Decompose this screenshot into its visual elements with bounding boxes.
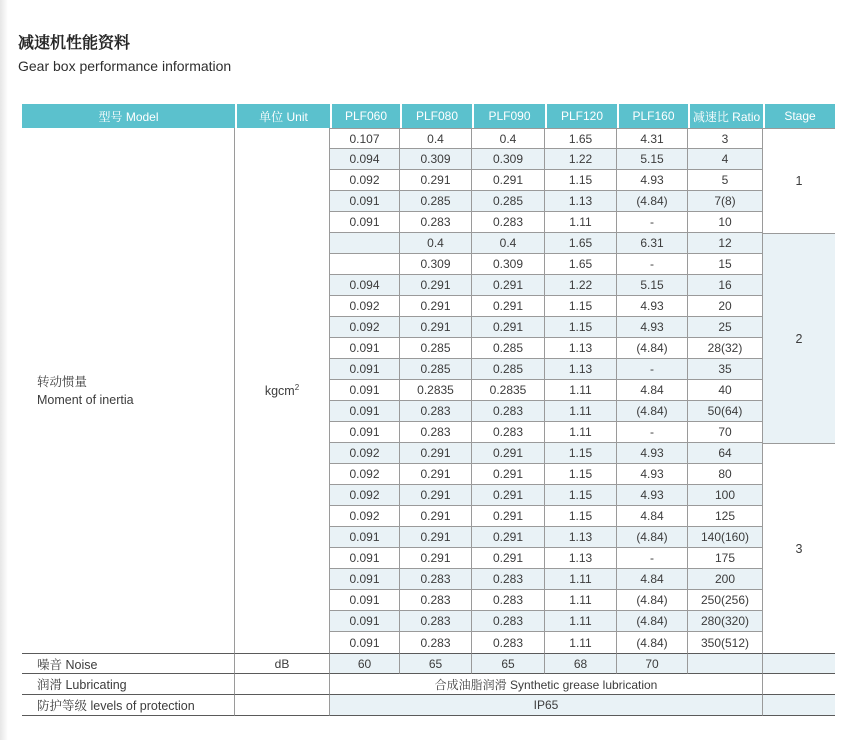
cell-plf120: 1.11 bbox=[545, 632, 617, 653]
cell-plf060: 0.091 bbox=[330, 380, 400, 401]
cell-ratio: 7(8) bbox=[688, 191, 763, 212]
cell-plf060: 0.091 bbox=[330, 338, 400, 359]
col-header-stage: Stage bbox=[763, 104, 835, 128]
noise-unit: dB bbox=[235, 653, 330, 674]
cell-plf090: 0.309 bbox=[472, 254, 545, 275]
noise-label: 噪音 Noise bbox=[22, 653, 235, 674]
cell-ratio: 70 bbox=[688, 422, 763, 443]
cell-plf160: - bbox=[617, 548, 688, 569]
table-row bbox=[22, 128, 835, 149]
cell-plf080: 0.283 bbox=[400, 569, 472, 590]
cell-plf080: 0.285 bbox=[400, 338, 472, 359]
cell-plf160: (4.84) bbox=[617, 401, 688, 422]
cell-ratio: 50(64) bbox=[688, 401, 763, 422]
stage-cell: 2 bbox=[763, 233, 835, 443]
cell-plf090: 0.285 bbox=[472, 359, 545, 380]
cell-ratio: 40 bbox=[688, 380, 763, 401]
lubricating-stage-cell bbox=[763, 674, 835, 695]
cell-plf120: 1.11 bbox=[545, 212, 617, 233]
cell-ratio: 4 bbox=[688, 149, 763, 170]
cell-plf160: (4.84) bbox=[617, 338, 688, 359]
cell-plf080: 0.283 bbox=[400, 422, 472, 443]
cell-plf090: 0.4 bbox=[472, 128, 545, 149]
cell-plf080: 0.291 bbox=[400, 548, 472, 569]
cell-plf160: (4.84) bbox=[617, 527, 688, 548]
cell-ratio: 3 bbox=[688, 128, 763, 149]
cell-plf120: 1.13 bbox=[545, 338, 617, 359]
cell-plf080: 0.285 bbox=[400, 359, 472, 380]
cell-ratio: 140(160) bbox=[688, 527, 763, 548]
cell-plf160: - bbox=[617, 212, 688, 233]
col-header-unit: 单位 Unit bbox=[235, 104, 330, 128]
cell-plf120: 1.22 bbox=[545, 275, 617, 296]
protection-unit bbox=[235, 695, 330, 716]
cell-plf120: 1.15 bbox=[545, 464, 617, 485]
cell-plf120: 1.15 bbox=[545, 317, 617, 338]
inertia-unit-cell bbox=[235, 128, 330, 653]
cell-plf120: 1.13 bbox=[545, 548, 617, 569]
protection-label: 防护等级 levels of protection bbox=[22, 695, 235, 716]
cell-plf160: 4.93 bbox=[617, 443, 688, 464]
col-header-model: 型号 Model bbox=[22, 104, 235, 128]
cell-plf160: 6.31 bbox=[617, 233, 688, 254]
cell-plf060: 0.092 bbox=[330, 170, 400, 191]
cell-ratio: 20 bbox=[688, 296, 763, 317]
cell-plf120: 1.11 bbox=[545, 380, 617, 401]
cell-plf120: 1.15 bbox=[545, 296, 617, 317]
lubricating-label: 润滑 Lubricating bbox=[22, 674, 235, 695]
cell-ratio: 250(256) bbox=[688, 590, 763, 611]
cell-plf060: 0.091 bbox=[330, 548, 400, 569]
cell-ratio: 16 bbox=[688, 275, 763, 296]
cell-plf160: 4.93 bbox=[617, 485, 688, 506]
cell-plf060: 0.092 bbox=[330, 296, 400, 317]
cell-plf080: 0.283 bbox=[400, 632, 472, 653]
cell-ratio: 25 bbox=[688, 317, 763, 338]
cell-plf160: 5.15 bbox=[617, 149, 688, 170]
cell-plf080: 0.309 bbox=[400, 254, 472, 275]
cell-plf060: 0.091 bbox=[330, 632, 400, 653]
cell-plf120: 1.65 bbox=[545, 128, 617, 149]
cell-plf090: 0.283 bbox=[472, 590, 545, 611]
noise-value-plf090: 65 bbox=[472, 653, 545, 674]
cell-plf080: 0.291 bbox=[400, 170, 472, 191]
cell-plf120: 1.15 bbox=[545, 170, 617, 191]
cell-plf090: 0.291 bbox=[472, 443, 545, 464]
cell-ratio: 35 bbox=[688, 359, 763, 380]
cell-plf120: 1.65 bbox=[545, 233, 617, 254]
cell-plf090: 0.309 bbox=[472, 149, 545, 170]
cell-plf090: 0.291 bbox=[472, 527, 545, 548]
col-header-plf060: PLF060 bbox=[330, 104, 400, 128]
cell-plf080: 0.283 bbox=[400, 590, 472, 611]
unit-exponent: 2 bbox=[294, 382, 300, 392]
cell-plf090: 0.291 bbox=[472, 317, 545, 338]
cell-plf090: 0.291 bbox=[472, 170, 545, 191]
cell-plf120: 1.65 bbox=[545, 254, 617, 275]
cell-plf160: 4.93 bbox=[617, 170, 688, 191]
cell-plf060: 0.091 bbox=[330, 611, 400, 632]
cell-plf080: 0.291 bbox=[400, 443, 472, 464]
inertia-label-zh: 转动惯量 bbox=[37, 374, 88, 389]
cell-plf090: 0.4 bbox=[472, 233, 545, 254]
cell-plf160: 4.93 bbox=[617, 317, 688, 338]
cell-plf090: 0.291 bbox=[472, 506, 545, 527]
noise-value-plf160: 70 bbox=[617, 653, 688, 674]
cell-plf080: 0.283 bbox=[400, 401, 472, 422]
col-header-ratio: 减速比 Ratio bbox=[688, 104, 763, 128]
cell-plf080: 0.309 bbox=[400, 149, 472, 170]
cell-ratio: 5 bbox=[688, 170, 763, 191]
noise-row bbox=[22, 653, 835, 674]
noise-value-ratio bbox=[688, 653, 763, 674]
cell-plf160: 4.31 bbox=[617, 128, 688, 149]
cell-ratio: 28(32) bbox=[688, 338, 763, 359]
cell-plf080: 0.291 bbox=[400, 485, 472, 506]
cell-ratio: 350(512) bbox=[688, 632, 763, 653]
protection-row bbox=[22, 695, 835, 716]
cell-plf060: 0.091 bbox=[330, 401, 400, 422]
cell-plf160: (4.84) bbox=[617, 611, 688, 632]
cell-plf120: 1.15 bbox=[545, 506, 617, 527]
cell-plf160: 4.93 bbox=[617, 296, 688, 317]
cell-plf080: 0.2835 bbox=[400, 380, 472, 401]
cell-plf120: 1.13 bbox=[545, 527, 617, 548]
page-subtitle: Gear box performance information bbox=[18, 58, 232, 74]
cell-plf090: 0.285 bbox=[472, 191, 545, 212]
noise-value-plf080: 65 bbox=[400, 653, 472, 674]
cell-plf090: 0.2835 bbox=[472, 380, 545, 401]
cell-plf090: 0.291 bbox=[472, 548, 545, 569]
stage-cell: 1 bbox=[763, 128, 835, 233]
cell-plf160: 4.84 bbox=[617, 569, 688, 590]
cell-plf090: 0.291 bbox=[472, 485, 545, 506]
cell-plf120: 1.11 bbox=[545, 611, 617, 632]
cell-plf060: 0.092 bbox=[330, 485, 400, 506]
cell-plf090: 0.283 bbox=[472, 401, 545, 422]
cell-ratio: 80 bbox=[688, 464, 763, 485]
cell-plf090: 0.283 bbox=[472, 422, 545, 443]
noise-stage-cell bbox=[763, 653, 835, 674]
cell-ratio: 10 bbox=[688, 212, 763, 233]
cell-plf120: 1.22 bbox=[545, 149, 617, 170]
cell-plf060: 0.091 bbox=[330, 359, 400, 380]
cell-plf060: 0.092 bbox=[330, 317, 400, 338]
cell-plf090: 0.291 bbox=[472, 464, 545, 485]
cell-plf060: 0.092 bbox=[330, 506, 400, 527]
cell-plf160: (4.84) bbox=[617, 191, 688, 212]
cell-plf080: 0.291 bbox=[400, 296, 472, 317]
cell-plf060: 0.091 bbox=[330, 527, 400, 548]
cell-plf080: 0.291 bbox=[400, 317, 472, 338]
cell-plf120: 1.15 bbox=[545, 485, 617, 506]
lubricating-row bbox=[22, 674, 835, 695]
cell-ratio: 280(320) bbox=[688, 611, 763, 632]
cell-plf090: 0.283 bbox=[472, 611, 545, 632]
cell-plf160: - bbox=[617, 422, 688, 443]
cell-plf060 bbox=[330, 233, 400, 254]
cell-plf120: 1.13 bbox=[545, 359, 617, 380]
noise-value-plf060: 60 bbox=[330, 653, 400, 674]
header-row bbox=[22, 104, 835, 128]
cell-plf160: (4.84) bbox=[617, 590, 688, 611]
cell-plf120: 1.11 bbox=[545, 569, 617, 590]
cell-plf060: 0.092 bbox=[330, 443, 400, 464]
cell-plf080: 0.283 bbox=[400, 611, 472, 632]
cell-plf060: 0.091 bbox=[330, 191, 400, 212]
cell-plf060: 0.091 bbox=[330, 590, 400, 611]
col-header-plf080: PLF080 bbox=[400, 104, 472, 128]
cell-plf120: 1.11 bbox=[545, 401, 617, 422]
cell-plf090: 0.283 bbox=[472, 632, 545, 653]
cell-plf080: 0.291 bbox=[400, 464, 472, 485]
cell-plf060: 0.091 bbox=[330, 212, 400, 233]
cell-plf060: 0.092 bbox=[330, 464, 400, 485]
cell-plf080: 0.291 bbox=[400, 506, 472, 527]
cell-ratio: 64 bbox=[688, 443, 763, 464]
cell-plf060: 0.107 bbox=[330, 128, 400, 149]
inertia-label-cell bbox=[22, 128, 235, 653]
cell-plf120: 1.11 bbox=[545, 590, 617, 611]
col-header-plf120: PLF120 bbox=[545, 104, 617, 128]
performance-table bbox=[22, 104, 835, 716]
noise-value-plf120: 68 bbox=[545, 653, 617, 674]
cell-ratio: 200 bbox=[688, 569, 763, 590]
protection-value: IP65 bbox=[330, 695, 763, 716]
cell-plf160: - bbox=[617, 254, 688, 275]
cell-plf090: 0.291 bbox=[472, 296, 545, 317]
lubricating-unit bbox=[235, 674, 330, 695]
page-edge-shadow bbox=[0, 0, 8, 740]
cell-plf080: 0.4 bbox=[400, 128, 472, 149]
cell-plf160: - bbox=[617, 359, 688, 380]
cell-plf080: 0.285 bbox=[400, 191, 472, 212]
cell-plf060 bbox=[330, 254, 400, 275]
cell-plf160: (4.84) bbox=[617, 632, 688, 653]
cell-ratio: 125 bbox=[688, 506, 763, 527]
cell-plf080: 0.283 bbox=[400, 212, 472, 233]
cell-plf090: 0.285 bbox=[472, 338, 545, 359]
cell-ratio: 100 bbox=[688, 485, 763, 506]
cell-plf060: 0.091 bbox=[330, 569, 400, 590]
cell-plf160: 5.15 bbox=[617, 275, 688, 296]
lubricating-value: 合成油脂润滑 Synthetic grease lubrication bbox=[330, 674, 763, 695]
cell-plf080: 0.4 bbox=[400, 233, 472, 254]
col-header-plf160: PLF160 bbox=[617, 104, 688, 128]
unit-base: kgcm bbox=[264, 384, 295, 399]
cell-plf090: 0.291 bbox=[472, 275, 545, 296]
cell-plf060: 0.094 bbox=[330, 275, 400, 296]
cell-plf090: 0.283 bbox=[472, 569, 545, 590]
inertia-label-en: Moment of inertia bbox=[37, 392, 134, 407]
title-block bbox=[18, 34, 231, 75]
cell-plf120: 1.13 bbox=[545, 191, 617, 212]
stage-cell: 3 bbox=[763, 443, 835, 653]
cell-plf090: 0.283 bbox=[472, 212, 545, 233]
cell-plf120: 1.11 bbox=[545, 422, 617, 443]
cell-ratio: 12 bbox=[688, 233, 763, 254]
cell-plf080: 0.291 bbox=[400, 527, 472, 548]
protection-stage-cell bbox=[763, 695, 835, 716]
cell-plf160: 4.93 bbox=[617, 464, 688, 485]
cell-plf160: 4.84 bbox=[617, 380, 688, 401]
cell-plf120: 1.15 bbox=[545, 443, 617, 464]
cell-plf080: 0.291 bbox=[400, 275, 472, 296]
cell-ratio: 175 bbox=[688, 548, 763, 569]
cell-plf060: 0.094 bbox=[330, 149, 400, 170]
cell-plf160: 4.84 bbox=[617, 506, 688, 527]
col-header-plf090: PLF090 bbox=[472, 104, 545, 128]
cell-plf060: 0.091 bbox=[330, 422, 400, 443]
page-title: 减速机性能资料 bbox=[18, 35, 131, 52]
cell-ratio: 15 bbox=[688, 254, 763, 275]
